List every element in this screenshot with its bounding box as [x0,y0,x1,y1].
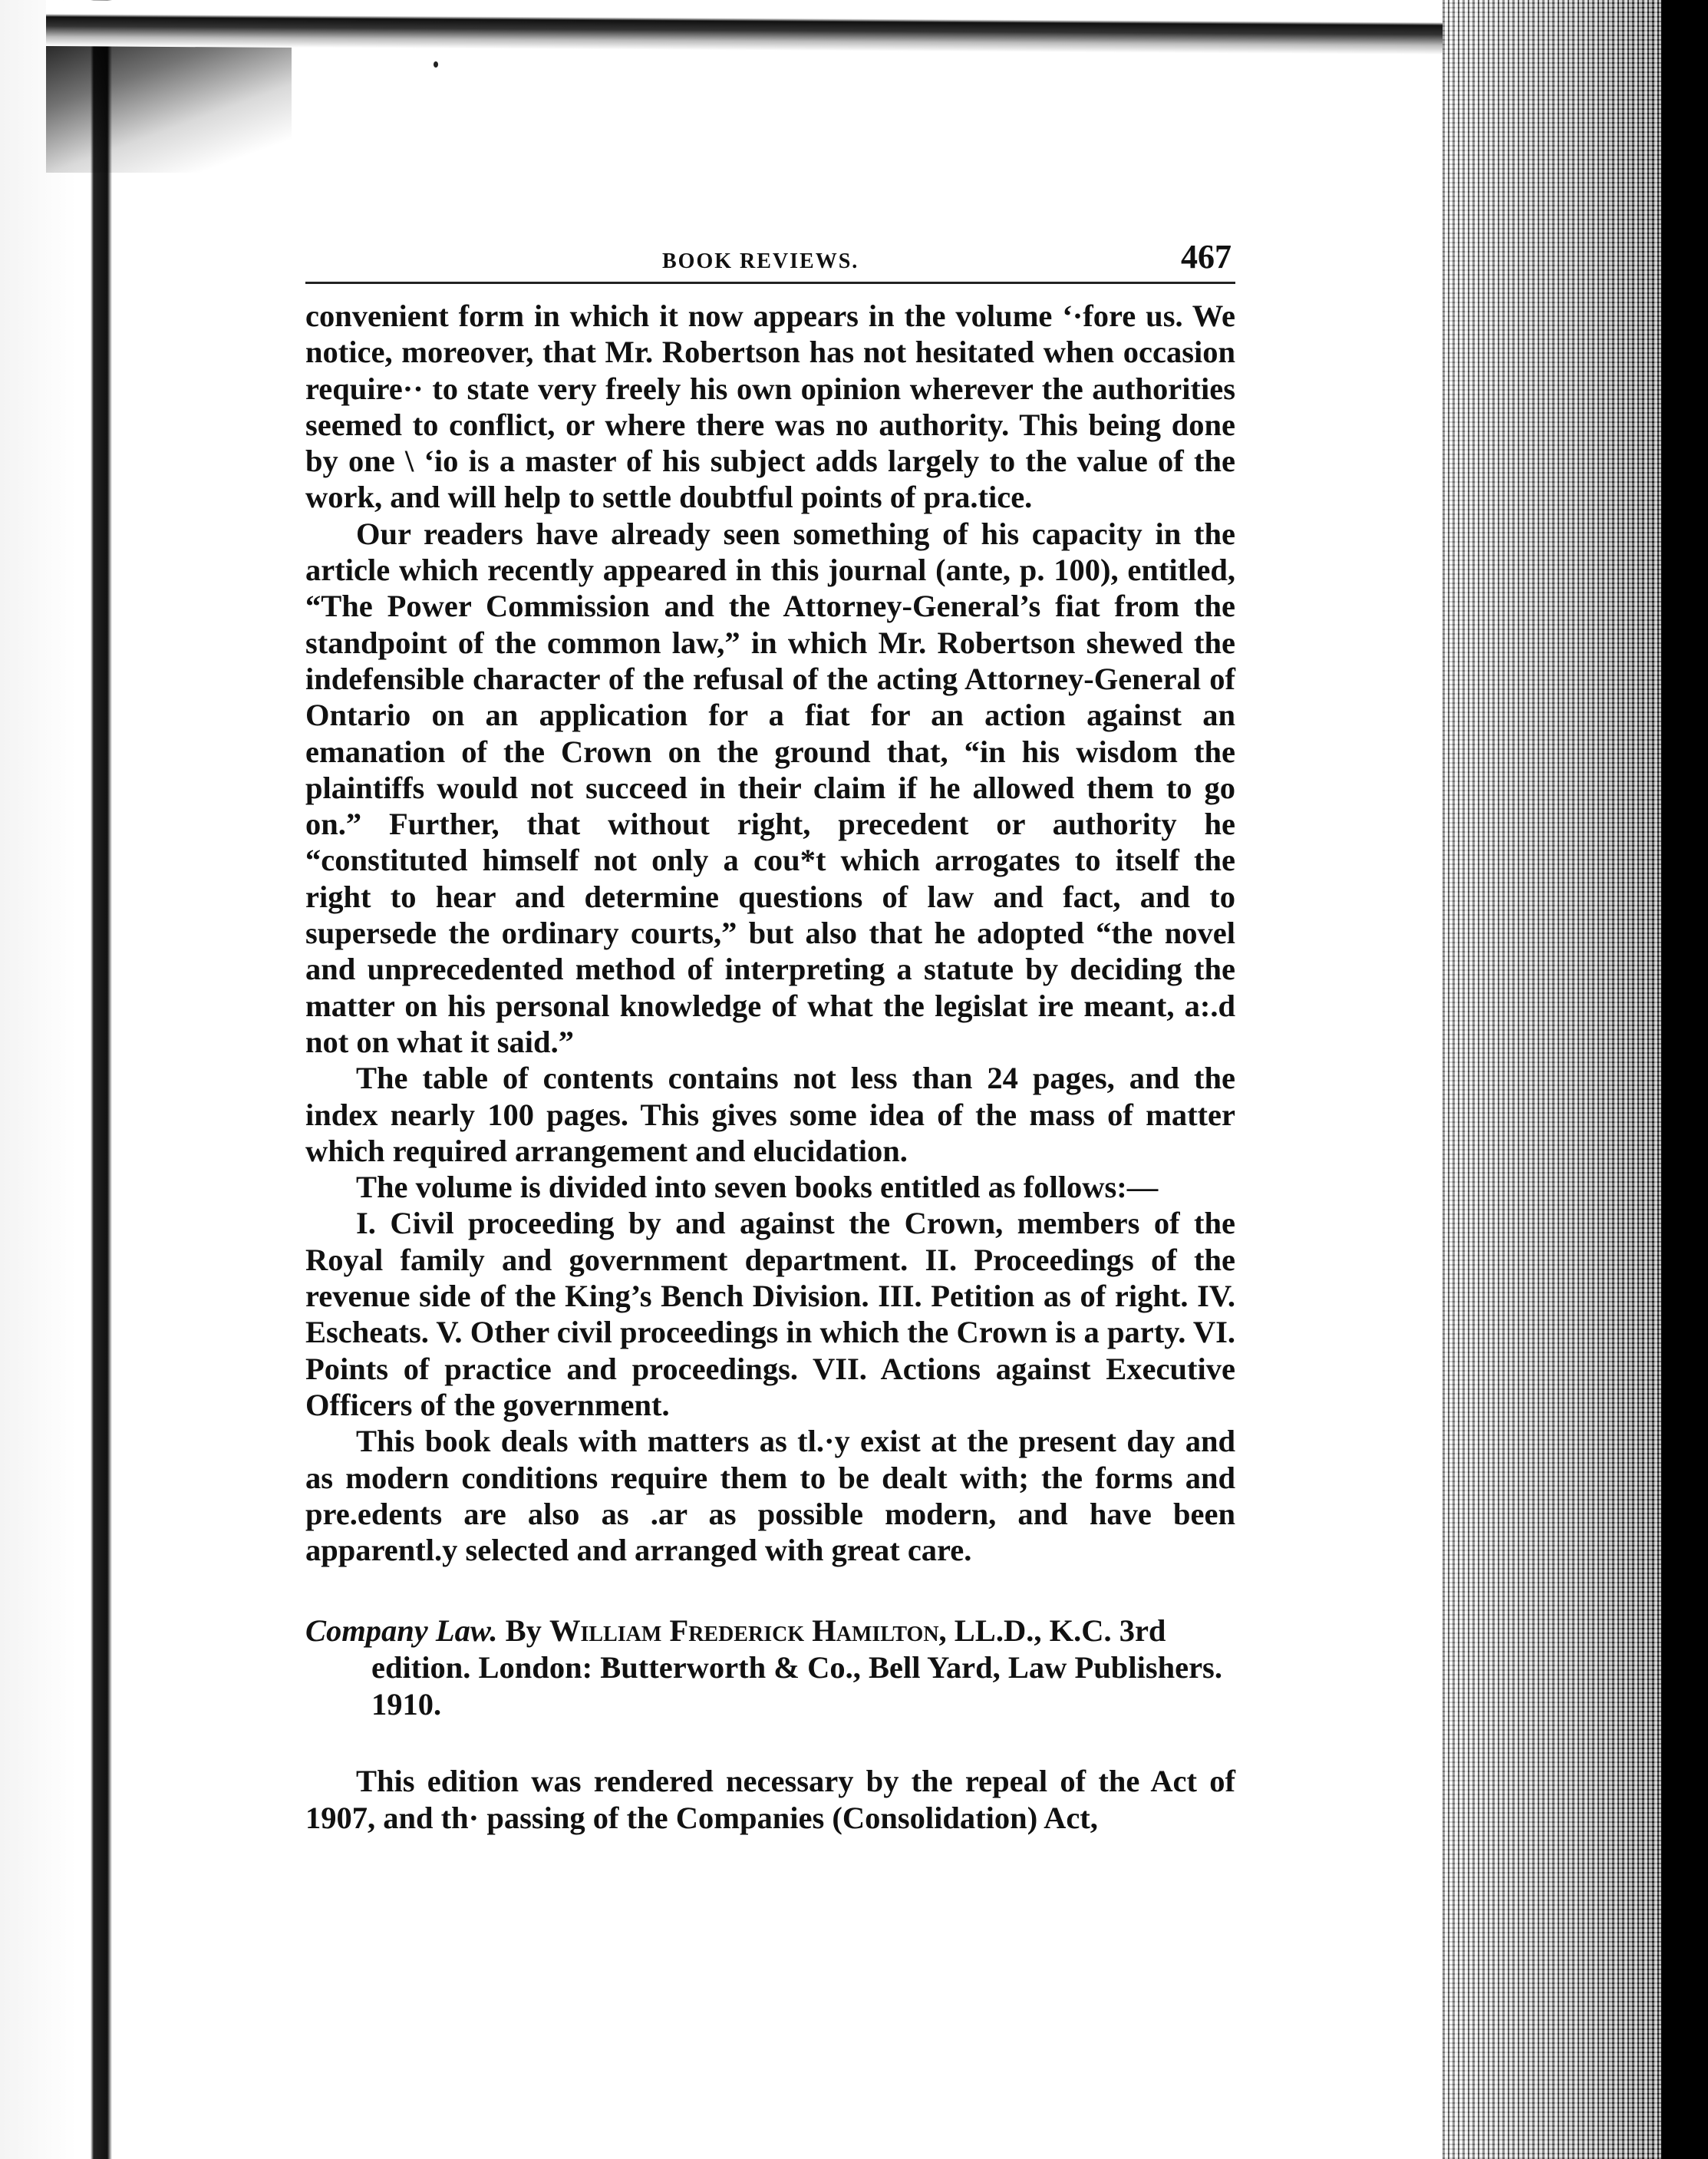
paragraph: convenient form in which it now appears in the volume ʻ·fore us. We notice, moreover, that Mr. Robertson has not hesitated when occasion require·· to state very freely his own opinion wherever the authorities seemed to conflict, or where there was no authority. This being done by one \ ʻio is a master of his subject adds largely to the value of the work, and will help to settle doubtful points of pra.tice. [305,299,1235,515]
paragraph: The volume is divided into seven books entitled as follows:— [356,1170,1159,1205]
paragraph: Our readers have already seen something of his capacity in the article which recently appeared in this journal (ante, p. 100), entitled, “The Power Commission and the Attorney-General’s fiat from the standpoint of the common law,” in which Mr. Robertson shewed the indefensible character of the refusal of the acting Attorney-General of Ontario on an application for a fiat for an action against an emanation of the Crown on the ground that, “in his wisdom the plaintiffs would not succeed in their claim if he allowed them to go on.” Further, that without right, precedent or authority he “constituted himself not only a cou*t which arrogates to itself the right to hear and determine questions of law and fact, and to supersede the ordinary courts,” but also that he adopted “the novel and unprecedented method of interpreting a statute by deciding the matter on his personal knowledge of what the legislat ire meant, a:.d not on what it said.” [305,516,1235,1059]
publication-details: 3rd edition. London: Butterworth & Co., Bell Yard, Law Publishers. 1910. [371,1613,1222,1722]
page-header [305,234,1235,284]
paragraph: This book deals with matters as tl.·y exist at the present day and as modern conditions require them to be dealt with; the forms and pre.edents are also as .ar as possible modern, and have been apparentl.y selected and arranged with great care. [305,1424,1235,1568]
by-word: By [505,1613,542,1649]
running-head: BOOK REVIEWS. [662,249,859,273]
page-number: 467 [1181,238,1232,276]
review-heading [305,1613,1235,1723]
paragraph: I. Civil proceeding by and against the Crown, members of the Royal family and government department. II. Proceedings of the revenue side of the King’s Bench Division. III. Petition as of right. IV. Escheats. V. Other civil proceedings in which the Crown is a party. VI. Points of practice and proceedings. VII. Actions against Executive Officers of the government. [305,1206,1235,1422]
scan-right-border [1661,0,1708,2159]
speck [434,61,438,68]
second-review [305,1763,1235,1836]
paragraph: This edition was rendered necessary by the repeal of the Act of 1907, and th· passing of the Companies (Consolidation) Act, [305,1764,1235,1835]
scan-left-edge [0,0,115,2159]
review-body [305,298,1235,1568]
scan-top-edge [46,0,1443,54]
author-name: William Frederick Hamilton, LL.D., K.C. [549,1613,1112,1649]
book-title: Company Law. [305,1613,498,1649]
book-page [305,234,1235,1836]
paragraph: The table of contents contains not less than 24 pages, and the index nearly 100 pages. This gives some idea of the mass of matter which required arrangement and elucidation. [305,1061,1235,1168]
scan-corner-shadow [46,42,292,173]
